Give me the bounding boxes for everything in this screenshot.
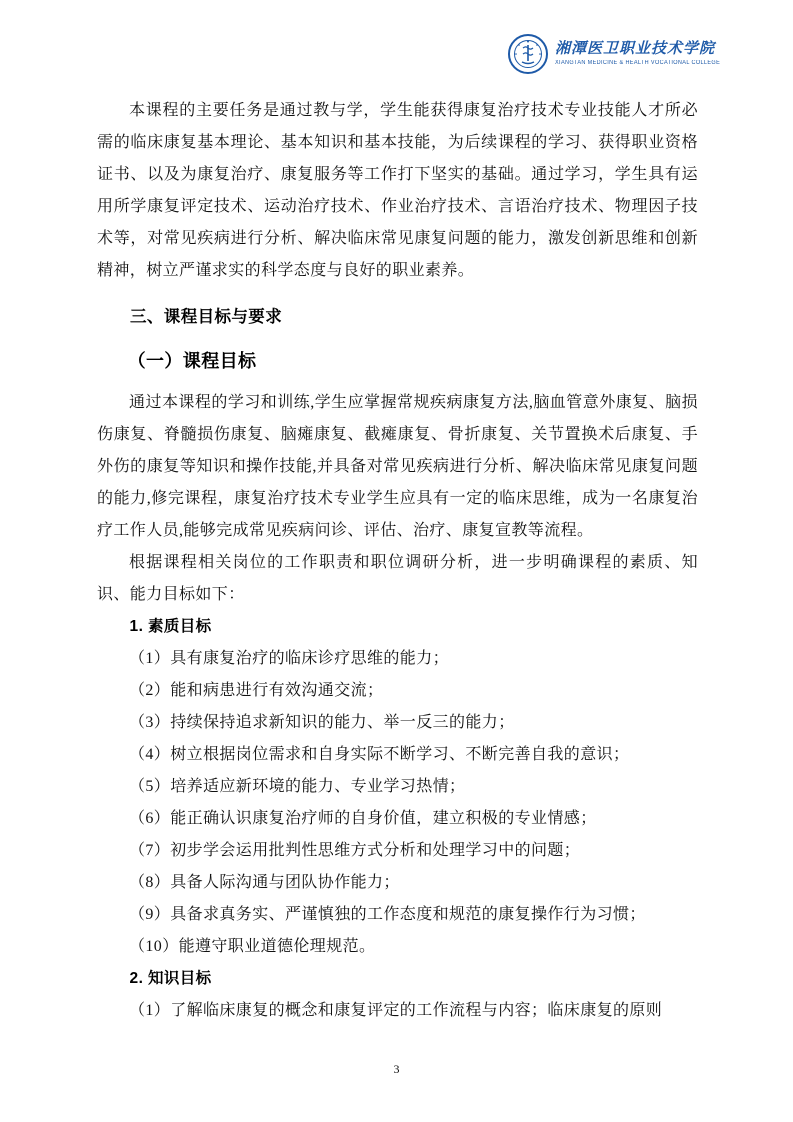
college-name-en: XIANGTAN MEDICINE & HEALTH VOCATIONAL COLLEGE (555, 59, 721, 66)
knowledge-goal-item: （1）了解临床康复的概念和康复评定的工作流程与内容；临床康复的原则 (129, 1002, 663, 1019)
quality-goal-item: （6）能正确认识康复治疗师的自身价值，建立积极的专业情感； (129, 810, 597, 827)
document-content (97, 95, 698, 1027)
quality-goal-item: （2）能和病患进行有效沟通交流； (129, 682, 384, 699)
intro-paragraph: 本课程的主要任务是通过教与学，学生能获得康复治疗技术专业技能人才所必需的临床康复基本理论、基本知识和基本技能，为后续课程的学习、获得职业资格证书、以及为康复治疗、康复服务等工作打下坚实的基础。通过学习，学生具有运用所学康复评定技术、运动治疗技术、作业治疗技术、言语治疗技术、物理因子技术等，对常见疾病进行分析、解决临床常见康复问题的能力，激发创新思维和创新精神，树立严谨求实的科学态度与良好的职业素养。 (97, 102, 698, 279)
quality-goal-item: （5）培养适应新环境的能力、专业学习热情； (129, 778, 466, 795)
quality-goal-item: （10）能遵守职业道德伦理规范。 (129, 938, 376, 955)
college-emblem-icon (508, 34, 548, 74)
quality-goal-item: （3）持续保持追求新知识的能力、举一反三的能力； (129, 714, 515, 731)
quality-goals-heading: 1. 素质目标 (129, 618, 212, 635)
course-goal-paragraph: 通过本课程的学习和训练,学生应掌握常规疾病康复方法,脑血管意外康复、脑损伤康复、脊髓损伤康复、脑瘫康复、截瘫康复、骨折康复、关节置换术后康复、手外伤的康复等知识和操作技能,并具备对常见疾病进行分析、解决临床常见康复问题的能力,修完课程，康复治疗技术专业学生应具有一定的临床思维，成为一名康复治疗工作人员,能够完成常见疾病问诊、评估、治疗、康复宣教等流程。 (97, 394, 698, 539)
quality-goal-item: （8）具备人际沟通与团队协作能力； (129, 874, 400, 891)
knowledge-goals-heading: 2. 知识目标 (129, 970, 212, 987)
quality-goal-item: （1）具有康复治疗的临床诊疗思维的能力； (129, 650, 450, 667)
analysis-paragraph: 根据课程相关岗位的工作职责和职位调研分析，进一步明确课程的素质、知识、能力目标如下： (97, 554, 698, 603)
page-header (508, 34, 734, 74)
quality-goal-item: （4）树立根据岗位需求和自身实际不断学习、不断完善自我的意识； (129, 746, 630, 763)
quality-goal-item: （7）初步学会运用批判性思维方式分析和处理学习中的问题； (129, 842, 581, 859)
college-name-zh: 湘潭医卫职业技术学院 (555, 41, 716, 58)
page-number: 3 (393, 1062, 400, 1076)
college-logo (555, 41, 734, 66)
quality-goal-item: （9）具备求真务实、严谨慎独的工作态度和规范的康复操作行为习惯； (129, 906, 646, 923)
page-footer (0, 1060, 793, 1078)
subsection-heading-course-goals: （一）课程目标 (127, 351, 257, 371)
section-heading-course-objectives: 三、课程目标与要求 (130, 308, 283, 326)
